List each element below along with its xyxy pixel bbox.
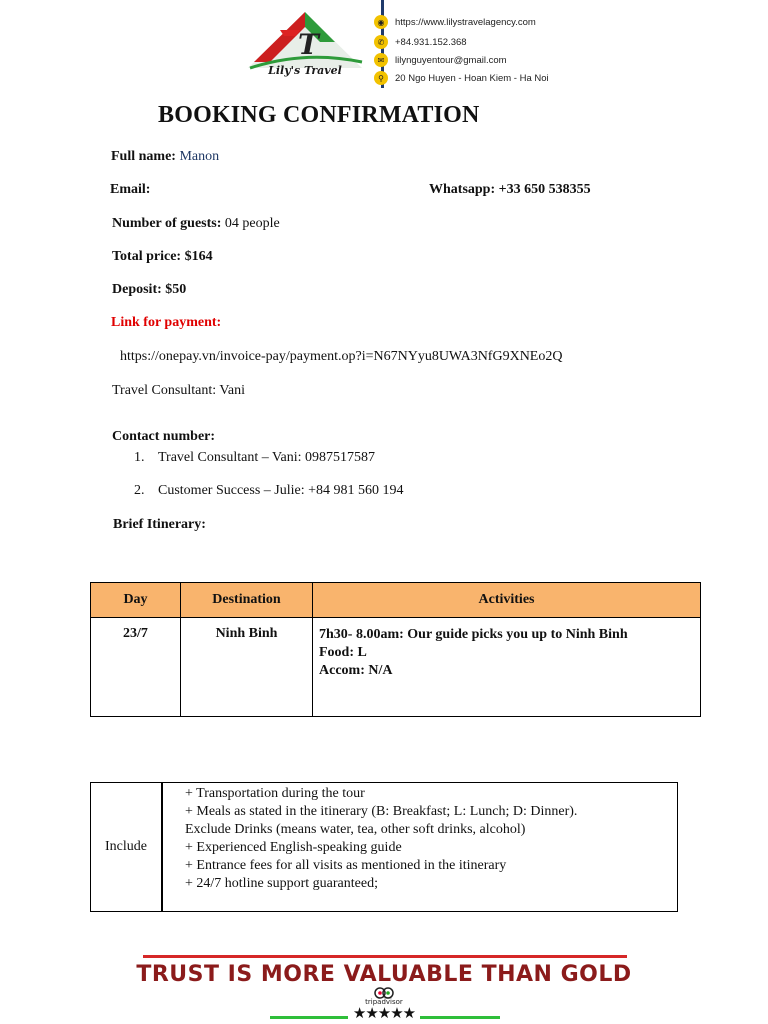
activity-line: Food: L [319, 645, 367, 660]
phone-text: +84.931.152.368 [395, 36, 467, 48]
email-text: lilynguyentour@gmail.com [395, 54, 507, 66]
footer-red-bar [143, 955, 627, 958]
deposit-row [112, 282, 186, 298]
contact-address [374, 70, 549, 86]
travel-consultant: Travel Consultant: Vani [112, 383, 246, 398]
full-name-label: Full name: [111, 149, 176, 164]
list-item: + 24/7 hotline support guaranteed; [185, 876, 378, 891]
page-title: BOOKING CONFIRMATION [158, 102, 480, 128]
guests-label: Number of guests: [112, 216, 222, 231]
itinerary-table [90, 582, 701, 717]
guests-value: 04 people [224, 216, 280, 231]
total-price-row [112, 249, 213, 265]
globe-icon: ◉ [374, 15, 388, 29]
list-item: + Transportation during the tour [185, 786, 365, 801]
guests-row [112, 216, 280, 232]
contact-phone[interactable] [374, 34, 467, 50]
activity-line: Accom: N/A [319, 663, 393, 678]
header-destination: Destination [181, 583, 313, 618]
email-label: Email: [110, 182, 151, 197]
header-activities: Activities [313, 583, 701, 618]
list-item: + Entrance fees for all visits as mentioned in the itinerary [185, 858, 507, 873]
include-label: Include [91, 783, 163, 912]
include-list [162, 783, 678, 912]
contact-email[interactable] [374, 52, 507, 68]
full-name-value: Manon [179, 149, 220, 164]
itinerary-label: Brief Itinerary: [113, 517, 206, 532]
company-logo [240, 10, 370, 86]
activity-line: 7h30- 8.00am: Our guide picks you up to Ninh Binh [319, 627, 628, 642]
website-text: https://www.lilystravelagency.com [395, 16, 536, 28]
payment-link-label: Link for payment: [111, 315, 222, 330]
contact-website[interactable] [374, 14, 536, 30]
destination-cell: Ninh Binh [181, 618, 313, 717]
include-table [90, 782, 678, 912]
footer-slogan: TRUST IS MORE VALUABLE THAN GOLD [136, 962, 632, 987]
table-row [91, 618, 701, 717]
phone-icon: ✆ [374, 35, 388, 49]
mail-icon: ✉ [374, 53, 388, 67]
contact-number-label: Contact number: [112, 429, 216, 444]
contact-item-2 [134, 483, 404, 499]
include-row [91, 783, 678, 912]
header-day: Day [91, 583, 181, 618]
list-item: + Experienced English-speaking guide [185, 840, 402, 855]
day-cell: 23/7 [91, 618, 181, 717]
location-pin-icon: ⚲ [374, 71, 388, 85]
whatsapp-row [429, 182, 591, 198]
whatsapp-value: +33 650 538355 [498, 182, 591, 197]
total-price-value: $164 [184, 249, 213, 264]
itinerary-header-row [91, 583, 701, 618]
address-text: 20 Ngo Huyen - Hoan Kiem - Ha Noi [395, 72, 549, 84]
deposit-label: Deposit: [112, 282, 162, 297]
whatsapp-label: Whatsapp: [429, 182, 496, 197]
brand-name: Lily's Travel [268, 64, 342, 77]
total-price-label: Total price: [112, 249, 182, 264]
list-item: Exclude Drinks (means water, tea, other soft drinks, alcohol) [185, 822, 526, 837]
contact-item-number: 1. [134, 450, 145, 465]
tripadvisor-logo-text: tripadvisor [365, 998, 403, 1006]
payment-link[interactable]: https://onepay.vn/invoice-pay/payment.op?i=N67NYyu8UWA3NfG9XNEo2Q [120, 349, 563, 364]
contact-item-1 [134, 450, 375, 466]
svg-text:T: T [298, 28, 319, 61]
list-item: + Meals as stated in the itinerary (B: Breakfast; L: Lunch; D: Dinner). [185, 804, 578, 819]
contact-item-text: Travel Consultant – Vani: 0987517587 [158, 450, 376, 465]
activities-cell [313, 618, 701, 717]
contact-item-text: Customer Success – Julie: +84 981 560 194 [158, 483, 404, 498]
deposit-value: $50 [165, 282, 187, 297]
contact-item-number: 2. [134, 483, 145, 498]
rating-stars: ★★★★★ [348, 1006, 420, 1022]
full-name-row [111, 149, 219, 165]
